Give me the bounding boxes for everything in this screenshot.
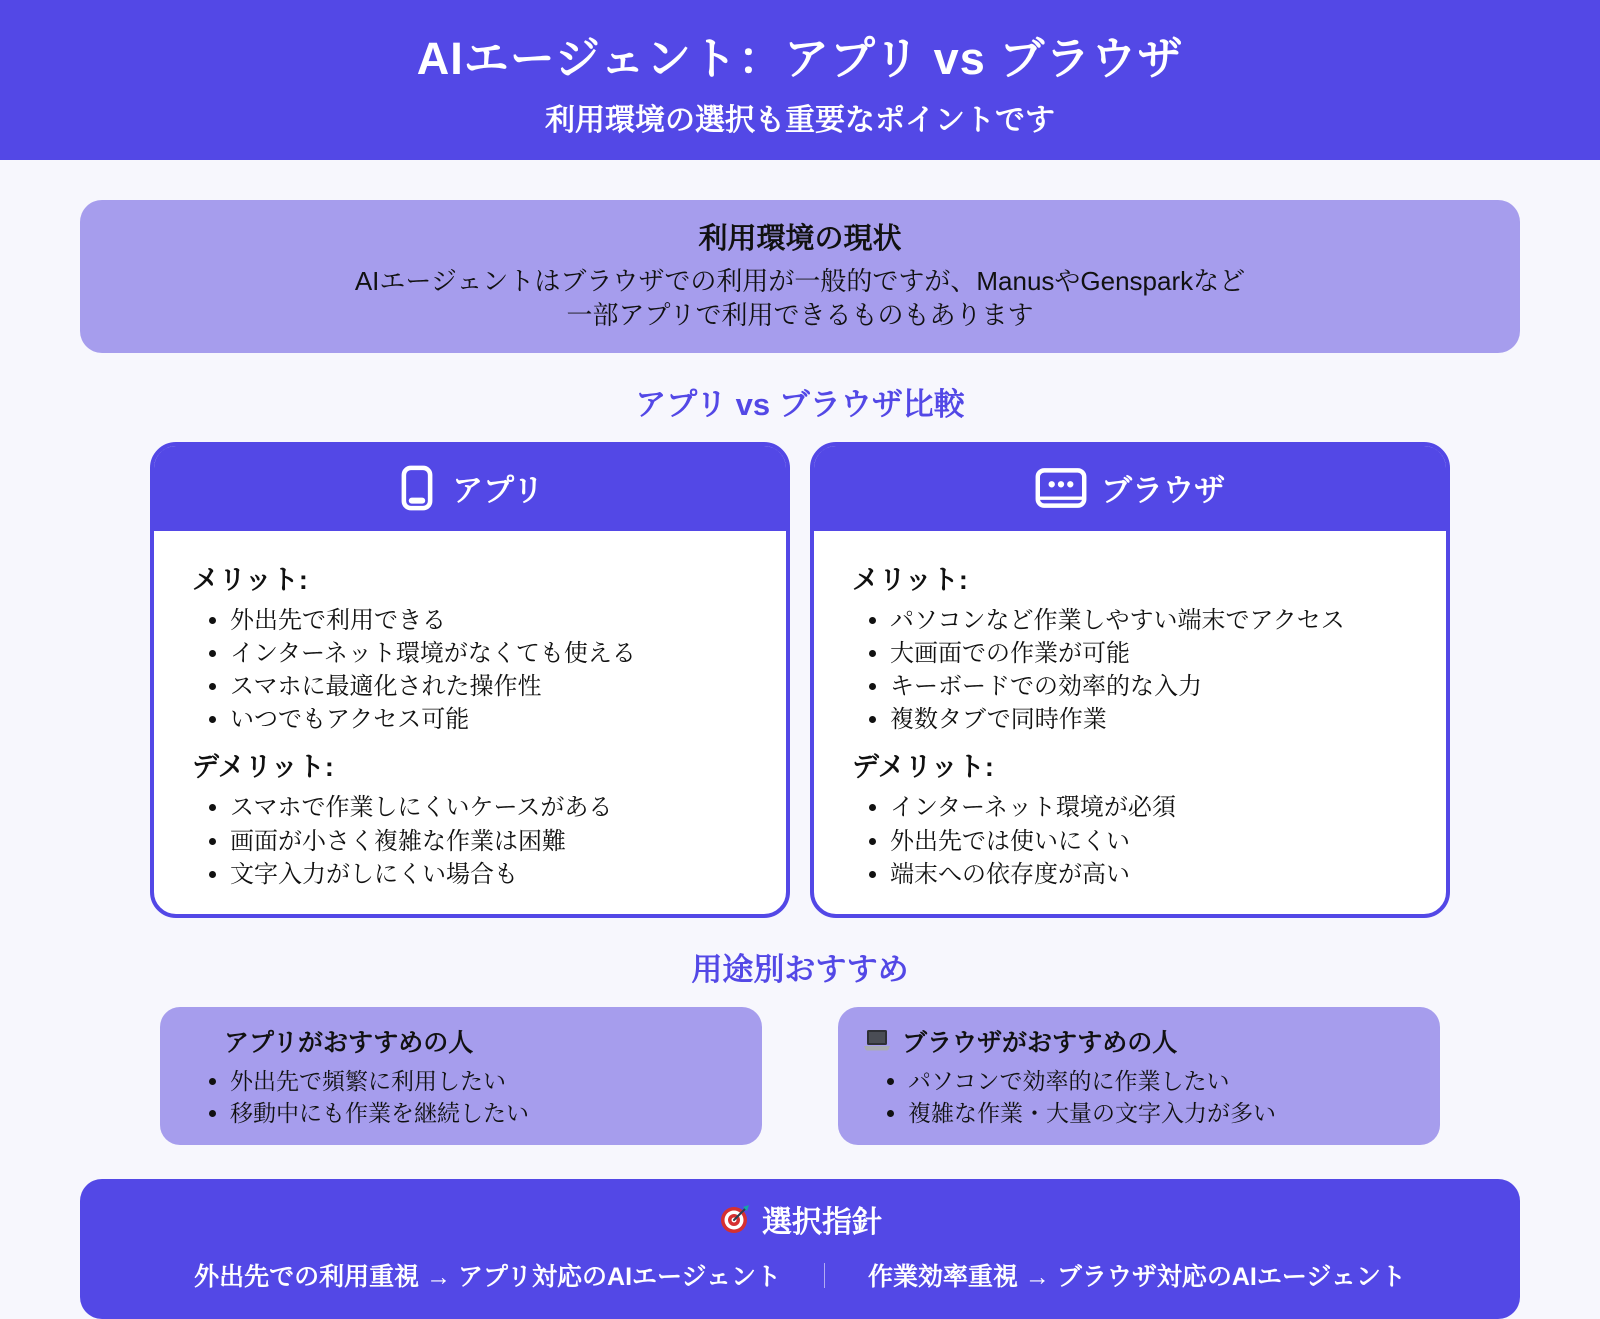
smartphone-icon bbox=[396, 464, 438, 512]
browser-recommend-title-text: ブラウザがおすすめの人 bbox=[902, 1028, 1178, 1057]
list-item: • キーボードでの効率的な入力 bbox=[890, 671, 1408, 702]
status-box bbox=[80, 200, 1520, 353]
guideline-line bbox=[100, 1257, 1500, 1293]
guideline-left: 外出先での利用重視 → アプリ対応のAIエージェント bbox=[194, 1262, 782, 1291]
list-item: • 端末への依存度が高い bbox=[890, 859, 1408, 890]
page-header bbox=[0, 0, 1600, 160]
app-card-body bbox=[154, 530, 786, 914]
list-item: • 外出先では使いにくい bbox=[890, 826, 1408, 857]
list-item: • 画面が小さく複雑な作業は困難 bbox=[230, 826, 748, 857]
app-merits-label: メリット: bbox=[192, 564, 308, 595]
app-recommend-title bbox=[184, 1023, 738, 1059]
list-item: • パソコンで効率的に作業したい bbox=[908, 1067, 1416, 1097]
list-item: • 外出先で利用できる bbox=[230, 605, 748, 636]
list-item: • 大画面での作業が可能 bbox=[890, 638, 1408, 669]
browser-merits-label: メリット: bbox=[852, 564, 968, 595]
list-item: • スマホに最適化された操作性 bbox=[230, 671, 748, 702]
browser-card-title: ブラウザ bbox=[1101, 473, 1225, 509]
app-demerits-label: デメリット: bbox=[192, 752, 334, 783]
browser-card bbox=[810, 442, 1450, 918]
list-item: • インターネット環境が必須 bbox=[890, 792, 1408, 823]
app-card-title: アプリ bbox=[452, 473, 544, 509]
list-item: • 移動中にも作業を継続したい bbox=[230, 1099, 738, 1129]
app-merits-list bbox=[192, 605, 748, 736]
list-item: • スマホで作業しにくいケースがある bbox=[230, 792, 748, 823]
status-title: 利用環境の現状 bbox=[698, 223, 902, 255]
app-card-header bbox=[153, 445, 787, 531]
guideline-title-text: 選択指針 bbox=[762, 1205, 882, 1239]
app-demerits-list bbox=[192, 792, 748, 890]
guideline-title bbox=[100, 1197, 1500, 1241]
browser-recommend-title bbox=[862, 1023, 1416, 1059]
list-item: • 複雑な作業・大量の文字入力が多い bbox=[908, 1099, 1416, 1129]
list-item: • いつでもアクセス可能 bbox=[230, 704, 748, 735]
recommendation-section-title: 用途別おすすめ bbox=[691, 951, 909, 987]
laptop-icon bbox=[862, 1028, 892, 1054]
browser-merits-list bbox=[852, 605, 1408, 736]
app-recommend-box bbox=[160, 1007, 762, 1145]
browser-recommend-box bbox=[838, 1007, 1440, 1145]
recommendation-boxes bbox=[0, 1007, 1600, 1145]
list-item: • パソコンなど作業しやすい端末でアクセス bbox=[890, 605, 1408, 636]
app-recommend-title-text: アプリがおすすめの人 bbox=[224, 1028, 474, 1057]
status-line-2: 一部アプリで利用できるものもあります bbox=[566, 299, 1034, 330]
page-subtitle: 利用環境の選択も重要なポイントです bbox=[545, 103, 1055, 137]
browser-card-body bbox=[814, 530, 1446, 914]
app-card bbox=[150, 442, 790, 918]
app-recommend-list bbox=[184, 1067, 738, 1129]
list-item: • 文字入力がしにくい場合も bbox=[230, 859, 748, 890]
list-item: • インターネット環境がなくても使える bbox=[230, 638, 748, 669]
list-item: • 複数タブで同時作業 bbox=[890, 704, 1408, 735]
browser-recommend-list bbox=[862, 1067, 1416, 1129]
list-item: • 外出先で頻繁に利用したい bbox=[230, 1067, 738, 1097]
browser-card-header bbox=[813, 445, 1447, 531]
guideline-separator: ｜ bbox=[811, 1262, 837, 1291]
target-icon bbox=[718, 1202, 752, 1236]
guideline-right: 作業効率重視 → ブラウザ対応のAIエージェント bbox=[867, 1262, 1406, 1291]
browser-demerits-list bbox=[852, 792, 1408, 890]
status-line-1: AIエージェントはブラウザでの利用が一般的ですが、ManusやGensparkなど bbox=[354, 266, 1246, 296]
page-title: AIエージェント：アプリ vs ブラウザ bbox=[416, 32, 1184, 84]
browser-window-icon bbox=[1035, 465, 1087, 511]
browser-demerits-label: デメリット: bbox=[852, 752, 994, 783]
comparison-section-title: アプリ vs ブラウザ比較 bbox=[635, 386, 965, 422]
comparison-cards bbox=[0, 442, 1600, 918]
